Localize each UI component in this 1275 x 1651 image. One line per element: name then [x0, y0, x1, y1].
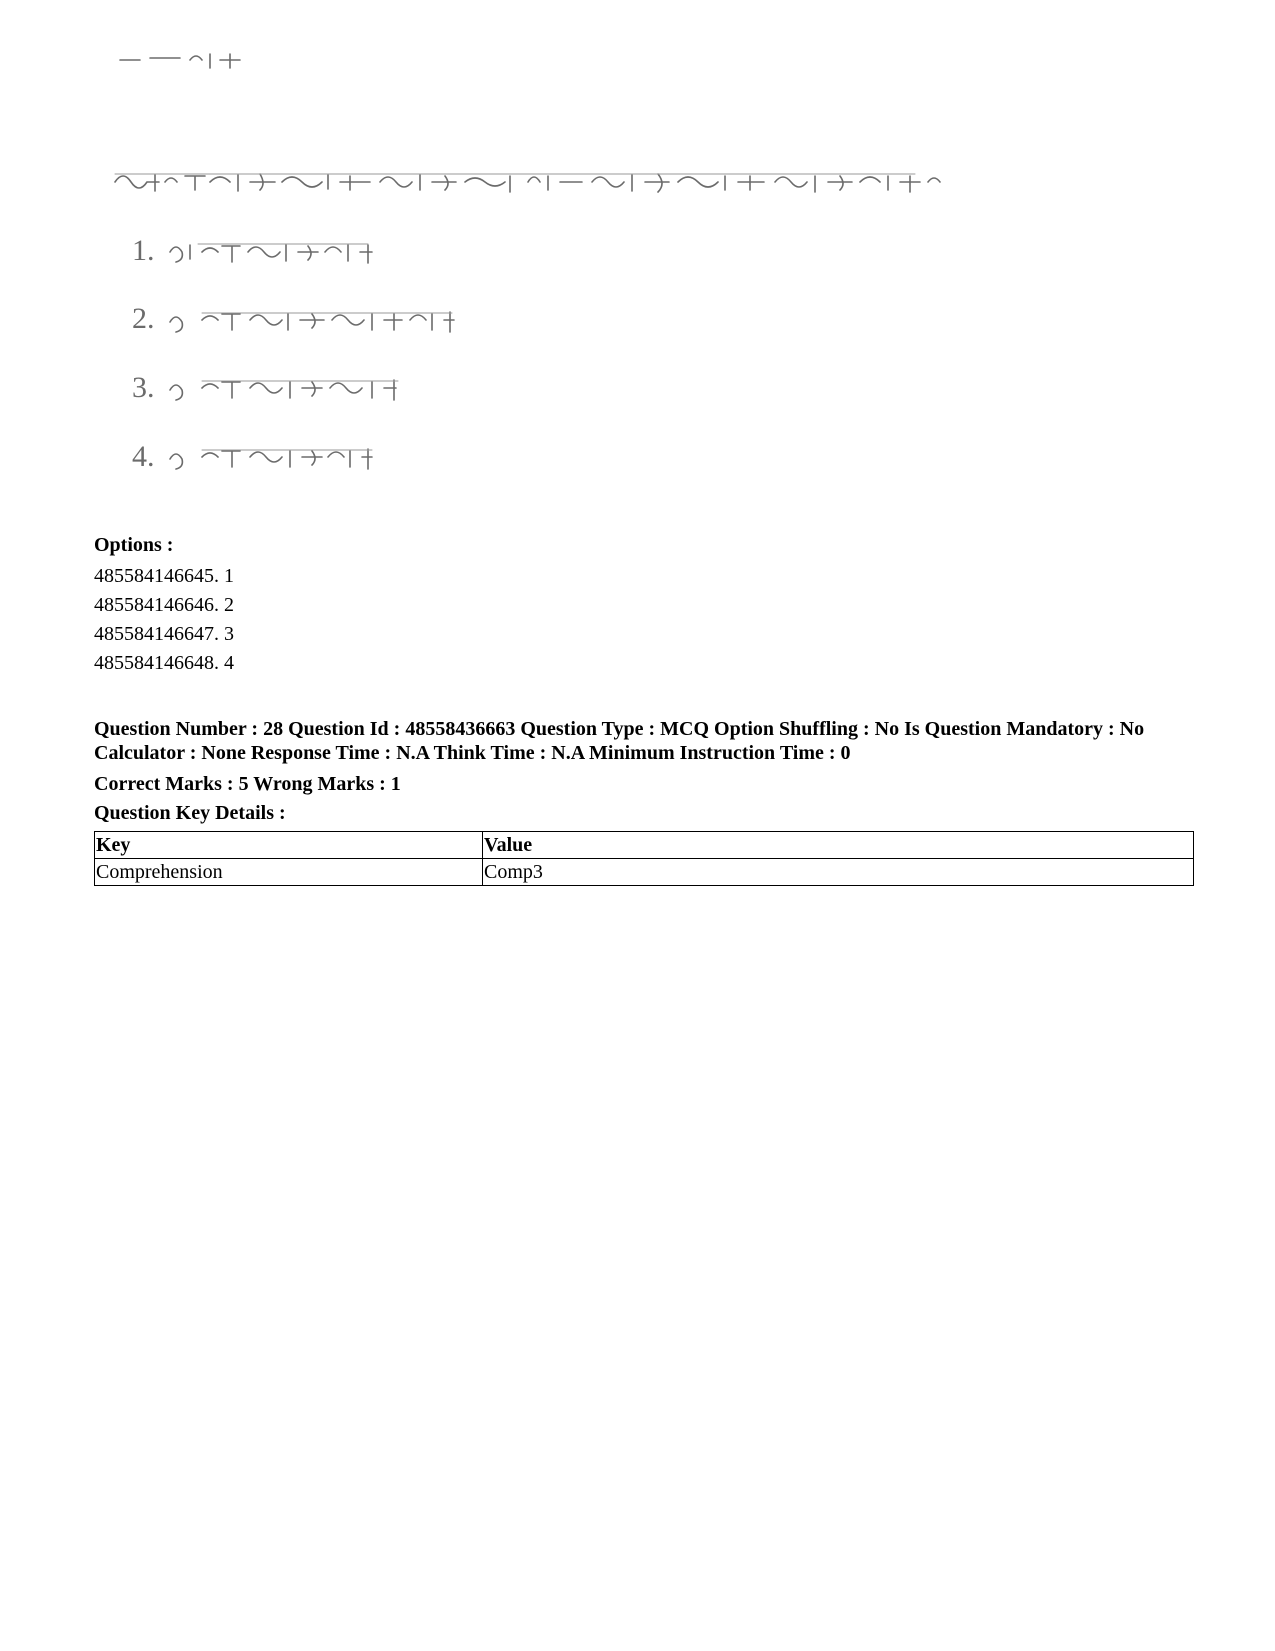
option-number: 1. — [132, 234, 155, 267]
option-number: 2. — [132, 302, 155, 335]
options-list — [94, 562, 234, 678]
marks-line: Correct Marks : 5 Wrong Marks : 1 — [94, 773, 401, 795]
table-header-row — [95, 832, 1194, 859]
option-item: 485584146646. 2 — [94, 594, 234, 616]
tibetan-text-scan — [110, 40, 980, 510]
options-heading: Options : — [94, 534, 174, 556]
column-header-value: Value — [483, 832, 1194, 859]
question-metadata: Question Number : 28 Question Id : 48558436663 Question Type : MCQ Option Shuffling : No Is Question Mandatory : No Calculator : None Response Time : N.A Think Time : N.A Minimum Instruction Time : 0 — [94, 718, 1145, 764]
table-cell-key: Comprehension — [95, 859, 483, 886]
option-number: 4. — [132, 440, 155, 473]
table-cell-value: Comp3 — [483, 859, 1194, 886]
question-image — [110, 40, 980, 510]
option-item: 485584146647. 3 — [94, 623, 234, 645]
column-header-key: Key — [95, 832, 483, 859]
key-details-table — [94, 831, 1194, 886]
option-item: 485584146648. 4 — [94, 652, 234, 674]
option-item: 485584146645. 1 — [94, 565, 234, 587]
table-row — [95, 859, 1194, 886]
key-details-heading: Question Key Details : — [94, 802, 286, 824]
option-number: 3. — [132, 371, 155, 404]
